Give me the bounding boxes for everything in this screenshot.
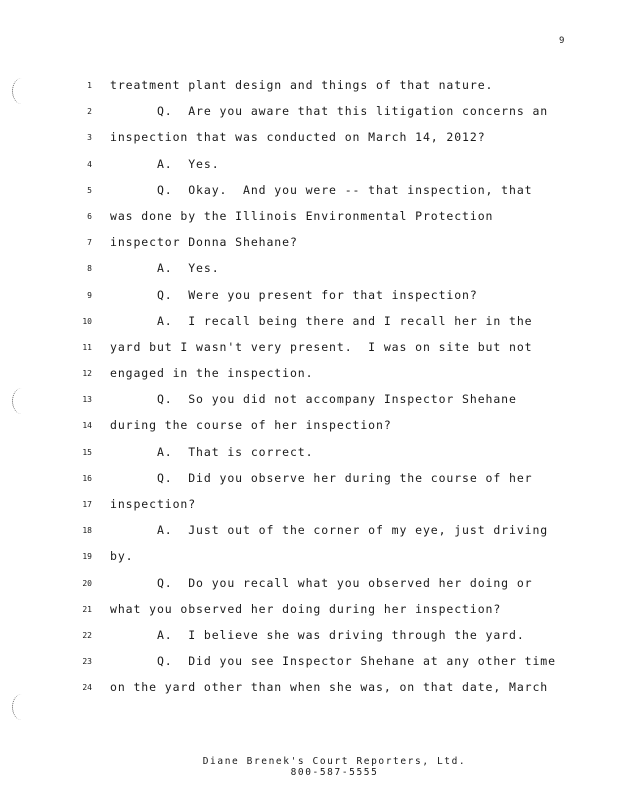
transcript-line	[70, 102, 590, 128]
line-number: 18	[82, 526, 92, 536]
line-text: A. Yes.	[110, 261, 220, 276]
transcript-line	[70, 76, 590, 102]
transcript-line	[70, 181, 590, 207]
line-text: A. I believe she was driving through the yard.	[110, 627, 525, 642]
line-text: Q. Did you see Inspector Shehane at any other time	[110, 654, 556, 669]
line-number: 9	[87, 290, 92, 300]
line-number: 22	[82, 630, 92, 640]
line-text: inspector Donna Shehane?	[110, 235, 298, 250]
footer-reporter-name: Diane Brenek's Court Reporters, Ltd.	[202, 756, 467, 767]
transcript-line	[70, 443, 590, 469]
line-number: 12	[82, 369, 92, 379]
line-number: 24	[82, 683, 92, 693]
transcript-line	[70, 626, 590, 652]
transcript-line	[70, 521, 590, 547]
line-number: 20	[82, 578, 92, 588]
transcript-line	[70, 600, 590, 626]
transcript-line	[70, 233, 590, 259]
line-number: 15	[82, 447, 92, 457]
line-number: 19	[82, 552, 92, 562]
line-text: A. That is correct.	[110, 444, 314, 459]
line-text: A. I recall being there and I recall her in the	[110, 313, 533, 328]
line-number: 23	[82, 657, 92, 667]
transcript-line	[70, 338, 590, 364]
line-number: 6	[87, 211, 92, 221]
line-number: 7	[87, 238, 92, 248]
transcript-line	[70, 207, 590, 233]
line-number: 5	[87, 185, 92, 195]
line-text: Q. Okay. And you were -- that inspection, that	[110, 182, 533, 197]
footer-phone: 800-587-5555	[290, 767, 379, 778]
line-text: what you observed her doing during her inspection?	[110, 601, 502, 616]
transcript-line	[70, 128, 590, 154]
line-text: by.	[110, 549, 134, 564]
line-text: A. Just out of the corner of my eye, just driving	[110, 523, 549, 538]
line-text: Q. So you did not accompany Inspector Shehane	[110, 392, 517, 407]
line-text: Q. Are you aware that this litigation concerns an	[110, 104, 549, 119]
line-text: treatment plant design and things of that nature.	[110, 78, 494, 92]
line-number: 11	[82, 342, 92, 352]
footer	[0, 756, 619, 778]
line-text: was done by the Illinois Environmental Protection	[110, 208, 494, 223]
binder-hole-bottom	[12, 694, 31, 720]
line-text: during the course of her inspection?	[110, 418, 392, 433]
line-text: A. Yes.	[110, 156, 220, 171]
line-text: inspection that was conducted on March 14, 2012?	[110, 130, 486, 145]
line-text: Q. Were you present for that inspection?	[110, 287, 478, 302]
transcript-line	[70, 312, 590, 338]
line-text: on the yard other than when she was, on that date, March	[110, 680, 549, 695]
line-text: yard but I wasn't very present. I was on site but not	[110, 339, 533, 354]
transcript-line	[70, 390, 590, 416]
line-number: 8	[87, 264, 92, 274]
transcript-line	[70, 259, 590, 285]
page-number: 9	[559, 36, 565, 46]
transcript-line	[70, 652, 590, 678]
transcript-line	[70, 495, 590, 521]
binder-hole-top	[12, 78, 31, 104]
transcript-line	[70, 155, 590, 181]
transcript-line	[70, 547, 590, 573]
line-number: 17	[82, 500, 92, 509]
line-number: 13	[82, 395, 92, 405]
line-number: 14	[82, 421, 92, 431]
line-text: inspection?	[110, 497, 197, 511]
transcript-body	[70, 76, 590, 705]
binder-hole-middle	[12, 388, 31, 414]
line-number: 4	[87, 159, 92, 169]
transcript-line	[70, 416, 590, 442]
transcript-line	[70, 364, 590, 390]
line-number: 3	[87, 133, 92, 143]
line-text: Q. Did you observe her during the course of her	[110, 470, 533, 485]
transcript-line	[70, 286, 590, 312]
line-number: 2	[87, 107, 92, 117]
line-number: 10	[82, 316, 92, 326]
line-text: Q. Do you recall what you observed her doing or	[110, 575, 533, 590]
transcript-line	[70, 574, 590, 600]
line-number: 16	[82, 473, 92, 483]
line-text: engaged in the inspection.	[110, 366, 314, 381]
transcript-line	[70, 469, 590, 495]
transcript-line	[70, 678, 590, 704]
line-number: 1	[87, 81, 92, 90]
line-number: 21	[82, 604, 92, 614]
